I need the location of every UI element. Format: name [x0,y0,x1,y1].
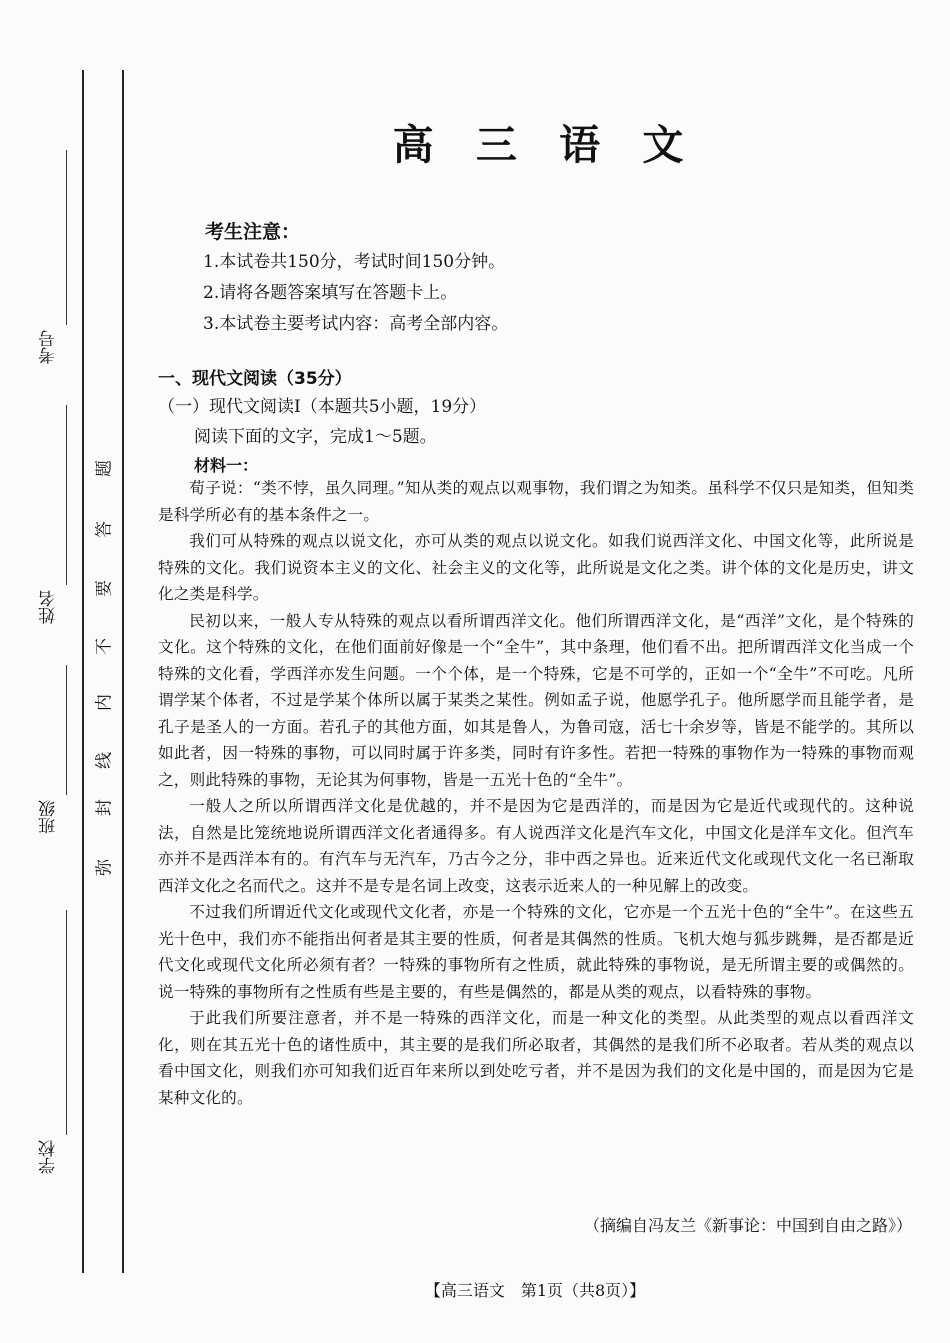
notice-item: 2.请将各题答案填写在答题卡上。 [203,283,458,303]
class-label: 班级 [39,800,59,834]
section-subheading: （一）现代文阅读Ⅰ（本题共5小题，19分） [158,397,487,417]
binding-line-outer [82,70,84,1273]
school-field[interactable] [36,910,72,1180]
seal-char: 线 [94,752,115,769]
page-title: 高 三 语 文 [392,121,698,169]
seal-char: 封 [94,799,115,816]
class-field[interactable] [36,665,72,850]
seal-char: 弥 [94,859,115,876]
page-footer: 【高三语文 第1页（共8页）】 [424,1281,646,1300]
seal-char: 内 [94,694,115,711]
exam-number-label: 考号 [39,330,59,364]
name-underline [66,405,67,585]
name-label: 姓名 [39,590,59,624]
notice-item: 3.本试卷主要考试内容：高考全部内容。 [203,314,509,334]
exam-number-field[interactable] [36,150,72,375]
notice-list [203,247,508,340]
reading-passage [158,475,914,1111]
seal-char: 不 [94,638,115,655]
material-label: 材料一： [194,456,259,475]
seal-char: 要 [94,580,115,597]
exam-number-underline [66,150,67,325]
passage-paragraph: 我们可从特殊的观点以说文化，亦可从类的观点以说文化。如我们说西洋文化、中国文化等，此所说是特殊的文化。我们说资本主义的文化、社会主义的文化等，此所说是文化之类。讲个体的文化是历史，讲文化之类是科学。 [158,532,914,603]
binding-line-inner [122,70,124,1273]
reading-instruction: 阅读下面的文字，完成1～5题。 [194,427,437,447]
seal-char: 题 [94,460,115,477]
section-heading: 一、现代文阅读（35分） [158,369,352,389]
passage-source: （摘编自冯友兰《新事论：中国到自由之路》） [583,1216,912,1235]
passage-paragraph: 民初以来，一般人专从特殊的观点以看所谓西洋文化。他们所谓西洋文化，是“西洋”文化，是个特殊的文化。这个特殊的文化，在他们面前好像是一个“全牛”，其中条理，他们看不出。把所谓西洋文化当成一个特殊的文化看，学西洋亦发生问题。一个个体，是一个特殊，它是不可学的，正如一个“全牛”不可吃。凡所谓学某个体者，不过是学某个体所以属于某类之某性。例如孟子说，他愿学孔子。他所愿学而且能学者，是孔子是圣人的一方面。若孔子的其他方面，如其是鲁人，为鲁司寇，活七十余岁等，皆是不能学的。其所以如此者，因一特殊的事物，可以同时属于许多类，同时有许多性。若把一特殊的事物作为一特殊的事物而观之，则此特殊的事物，无论其为何事物，皆是一五光十色的“全牛”。 [158,611,914,789]
notice-heading: 考生注意： [205,221,301,243]
school-underline [66,910,67,1135]
school-label: 学校 [39,1140,59,1174]
passage-paragraph: 不过我们所谓近代文化或现代文化者，亦是一个特殊的文化，它亦是一个五光十色的“全牛”。在这些五光十色中，我们亦不能指出何者是其主要的性质，何者是其偶然的性质。飞机大炮与狐步跳舞，是否都是近代文化或现代文化所必须有者？一特殊的事物所有之性质，就此特殊的事物说，是无所谓主要的或偶然的。说一特殊的事物所有之性质有些是主要的，有些是偶然的，都是从类的观点，以看特殊的事物。 [158,903,914,1001]
class-underline [66,665,67,795]
passage-paragraph: 于此我们所要注意者，并不是一特殊的西洋文化，而是一种文化的类型。从此类型的观点以看西洋文化，则在其五光十色的诸性质中，其主要的是我们所必取者，其偶然的是我们所不必取者。若从类的观点以看中国文化，则我们亦可知我们近百年来所以到处吃亏者，并不是因为我们的文化是中国的，而是因为它是某种文化的。 [158,1009,914,1107]
notice-item: 1.本试卷共150分，考试时间150分钟。 [203,252,506,272]
passage-paragraph: 一般人之所以所谓西洋文化是优越的，并不是因为它是西洋的，而是因为它是近代或现代的。这种说法，自然是比笼统地说所谓西洋文化者通得多。有人说西洋文化是汽车文化，中国文化是洋车文化。但汽车亦并不是西洋本有的。有汽车与无汽车，乃古今之分，非中西之异也。近来近代文化或现代文化一名已渐取西洋文化之名而代之。这并不是专是名词上改变，这表示近来人的一种见解上的改变。 [158,797,914,895]
seal-char: 答 [94,521,115,538]
name-field[interactable] [36,405,72,640]
passage-paragraph: 荀子说：“类不悖，虽久同理。”知从类的观点以观事物，我们谓之为知类。虽科学不仅只是知类，但知类是科学所必有的基本条件之一。 [158,479,914,524]
